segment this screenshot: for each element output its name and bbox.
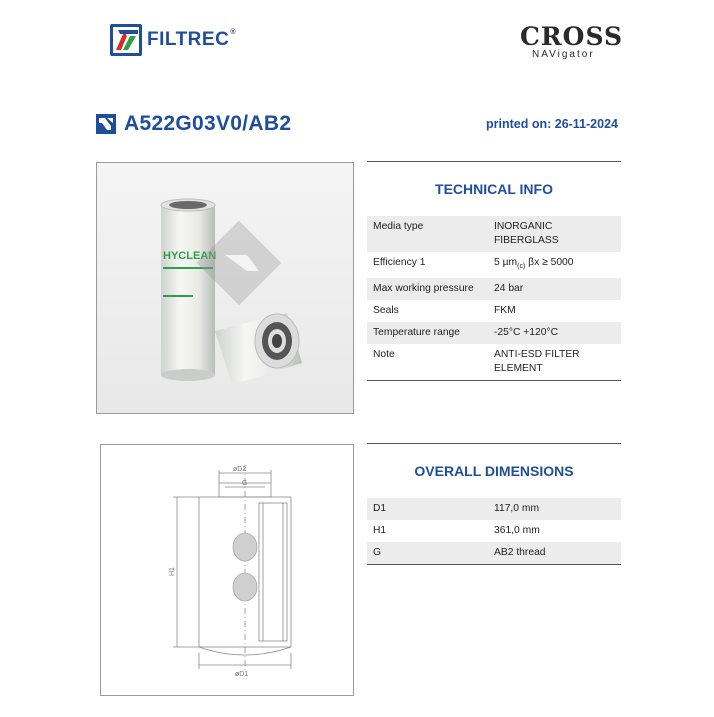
table-row: [367, 252, 621, 278]
spec-key: Note: [367, 344, 488, 381]
dimensions-table: [367, 498, 621, 565]
dimension-key: H1: [367, 520, 488, 542]
filtrec-mark-icon: [110, 24, 142, 56]
hyclean-label: HYCLEAN: [163, 250, 217, 262]
technical-info-title: TECHNICAL INFO: [367, 161, 621, 216]
spec-key: Efficiency 1: [367, 252, 488, 278]
dimension-key: D1: [367, 498, 488, 520]
spec-value: FKM: [488, 300, 621, 322]
spec-value: INORGANIC FIBERGLASS: [488, 216, 621, 252]
technical-info-table: [367, 216, 621, 381]
spec-key: Temperature range: [367, 322, 488, 344]
spec-value: -25°C +120°C: [488, 322, 621, 344]
table-row: [367, 322, 621, 344]
spec-key: Media type: [367, 216, 488, 252]
spec-value: ANTI-ESD FILTER ELEMENT: [488, 344, 621, 381]
dimension-g-label: G: [242, 480, 248, 487]
dimension-d2-label: øD2: [233, 466, 247, 473]
navigator-logo-text: NAVigator: [532, 49, 595, 60]
dimension-value: 361,0 mm: [488, 520, 621, 542]
table-row: [367, 300, 621, 322]
table-row: [367, 278, 621, 300]
printed-date: printed on: 26-11-2024: [486, 117, 618, 131]
dimension-h1-label: H1: [169, 567, 176, 576]
cross-navigator-logo: [520, 22, 624, 60]
overall-dimensions-title: OVERALL DIMENSIONS: [367, 443, 621, 498]
dimension-d1-label: øD1: [235, 671, 249, 678]
table-row: [367, 542, 621, 565]
product-icon: [96, 114, 116, 134]
product-code: A522G03V0/AB2: [124, 112, 292, 135]
spec-value: 5 µm$_{(c)}$ βx ≥ 5000: [488, 252, 621, 278]
table-row: [367, 520, 621, 542]
dimension-key: G: [367, 542, 488, 565]
dimension-value: AB2 thread: [488, 542, 621, 565]
table-row: [367, 498, 621, 520]
table-row: [367, 216, 621, 252]
technical-info-section: [367, 161, 621, 381]
filtrec-logo: [110, 24, 236, 56]
spec-key: Max working pressure: [367, 278, 488, 300]
table-row: [367, 344, 621, 381]
spec-key: Seals: [367, 300, 488, 322]
spec-value: 24 bar: [488, 278, 621, 300]
technical-drawing: [100, 444, 354, 696]
overall-dimensions-section: [367, 443, 621, 565]
dimension-value: 117,0 mm: [488, 498, 621, 520]
brand-name: FILTREC®: [147, 29, 236, 50]
product-photo: [96, 162, 354, 414]
cross-logo-text: CROSS: [520, 22, 624, 51]
